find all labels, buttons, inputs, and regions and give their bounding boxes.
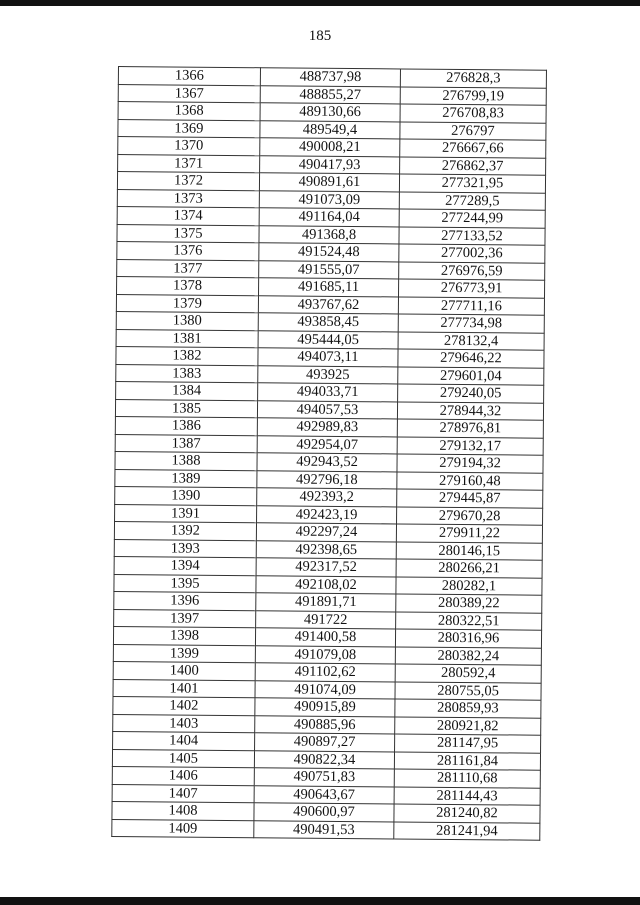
x-coordinate-cell: 490751,83 [254,768,394,787]
x-coordinate-cell: 490885,96 [255,715,395,734]
y-coordinate-cell: 280592,4 [395,664,541,683]
y-coordinate-cell: 277133,52 [399,226,545,245]
y-coordinate-cell: 276799,19 [400,86,546,105]
point-number-cell: 1378 [117,276,259,295]
point-number-cell: 1402 [113,696,255,715]
x-coordinate-cell: 492398,65 [256,540,396,559]
x-coordinate-cell: 492297,24 [256,523,396,542]
point-number-cell: 1395 [114,574,256,593]
x-coordinate-cell: 494057,53 [257,400,397,419]
x-coordinate-cell: 491685,11 [259,278,399,297]
x-coordinate-cell: 491079,08 [255,645,395,664]
y-coordinate-cell: 280389,22 [396,594,542,613]
point-number-cell: 1369 [118,119,260,138]
x-coordinate-cell: 491074,09 [255,680,395,699]
y-coordinate-cell: 280859,93 [395,699,541,718]
point-number-cell: 1381 [116,329,258,348]
y-coordinate-cell: 276862,37 [400,156,546,175]
y-coordinate-cell: 278132,4 [398,331,544,350]
point-number-cell: 1389 [115,469,257,488]
y-coordinate-cell: 277711,16 [398,296,544,315]
page-number: 185 [308,28,332,44]
point-number-cell: 1372 [117,172,259,191]
x-coordinate-cell: 490600,97 [254,803,394,822]
point-number-cell: 1377 [117,259,259,278]
x-coordinate-cell: 491555,07 [259,260,399,279]
point-number-cell: 1404 [113,731,255,750]
x-coordinate-cell: 491524,48 [259,243,399,262]
y-coordinate-cell: 279911,22 [396,524,542,543]
point-number-cell: 1407 [112,784,254,803]
point-number-cell: 1374 [117,206,259,225]
y-coordinate-cell: 277734,98 [398,314,544,333]
point-number-cell: 1390 [115,486,257,505]
x-coordinate-cell: 492423,19 [257,505,397,524]
point-number-cell: 1382 [116,346,258,365]
point-number-cell: 1370 [118,137,260,156]
point-number-cell: 1384 [116,381,258,400]
point-number-cell: 1398 [113,626,255,645]
y-coordinate-cell: 280921,82 [395,716,541,735]
point-number-cell: 1391 [115,504,257,523]
point-number-cell: 1409 [112,819,254,838]
x-coordinate-cell: 489130,66 [260,103,400,122]
x-coordinate-cell: 490643,67 [254,785,394,804]
point-number-cell: 1371 [118,154,260,173]
y-coordinate-cell: 281147,95 [395,734,541,753]
y-coordinate-cell: 280382,24 [395,646,541,665]
y-coordinate-cell: 279670,28 [397,506,543,525]
y-coordinate-cell: 280146,15 [396,541,542,560]
point-number-cell: 1403 [113,714,255,733]
x-coordinate-cell: 492317,52 [256,558,396,577]
x-coordinate-cell: 493858,45 [258,313,398,332]
table-row [112,819,540,840]
point-number-cell: 1380 [116,311,258,330]
x-coordinate-cell: 488737,98 [260,68,400,87]
x-coordinate-cell: 490822,34 [254,750,394,769]
x-coordinate-cell: 492393,2 [257,488,397,507]
point-number-cell: 1385 [115,399,257,418]
y-coordinate-cell: 277289,5 [399,191,545,210]
point-number-cell: 1392 [114,521,256,540]
x-coordinate-cell: 490897,27 [255,733,395,752]
point-number-cell: 1388 [115,451,257,470]
y-coordinate-cell: 278944,32 [397,401,543,420]
x-coordinate-cell: 490891,61 [259,173,399,192]
x-coordinate-cell: 492796,18 [257,470,397,489]
y-coordinate-cell: 279646,22 [398,349,544,368]
y-coordinate-cell: 281240,82 [394,804,540,823]
y-coordinate-cell: 276976,59 [399,261,545,280]
y-coordinate-cell: 280316,96 [395,629,541,648]
y-coordinate-cell: 281110,68 [394,769,540,788]
y-coordinate-cell: 279160,48 [397,471,543,490]
x-coordinate-cell: 490915,89 [255,698,395,717]
point-number-cell: 1397 [114,609,256,628]
x-coordinate-cell: 492989,83 [257,418,397,437]
x-coordinate-cell: 495444,05 [258,330,398,349]
point-number-cell: 1399 [113,644,255,663]
x-coordinate-cell: 491073,09 [259,190,399,209]
y-coordinate-cell: 276828,3 [400,69,546,88]
x-coordinate-cell: 494033,71 [258,383,398,402]
y-coordinate-cell: 280322,51 [396,611,542,630]
point-number-cell: 1401 [113,679,255,698]
x-coordinate-cell: 493925 [258,365,398,384]
x-coordinate-cell: 488855,27 [260,85,400,104]
point-number-cell: 1387 [115,434,257,453]
point-number-cell: 1368 [118,102,260,121]
y-coordinate-cell: 276797 [400,121,546,140]
y-coordinate-cell: 279132,17 [397,436,543,455]
point-number-cell: 1386 [115,416,257,435]
y-coordinate-cell: 279601,04 [398,366,544,385]
point-number-cell: 1366 [118,67,260,86]
x-coordinate-cell: 491722 [256,610,396,629]
y-coordinate-cell: 281161,84 [394,751,540,770]
point-number-cell: 1393 [114,539,256,558]
point-number-cell: 1367 [118,84,260,103]
table-body [112,67,547,841]
x-coordinate-cell: 493767,62 [258,295,398,314]
y-coordinate-cell: 277002,36 [399,244,545,263]
y-coordinate-cell: 276773,91 [398,279,544,298]
x-coordinate-cell: 490008,21 [260,138,400,157]
y-coordinate-cell: 280282,1 [396,576,542,595]
y-coordinate-cell: 279240,05 [398,384,544,403]
point-number-cell: 1394 [114,556,256,575]
point-number-cell: 1396 [114,591,256,610]
y-coordinate-cell: 279194,32 [397,454,543,473]
y-coordinate-cell: 277244,99 [399,209,545,228]
y-coordinate-cell: 281144,43 [394,786,540,805]
x-coordinate-cell: 492943,52 [257,453,397,472]
point-number-cell: 1406 [112,766,254,785]
x-coordinate-cell: 492108,02 [256,575,396,594]
y-coordinate-cell: 278976,81 [397,419,543,438]
x-coordinate-cell: 490417,93 [260,155,400,174]
x-coordinate-cell: 492954,07 [257,435,397,454]
y-coordinate-cell: 277321,95 [399,174,545,193]
top-border [0,0,640,6]
y-coordinate-cell: 276667,66 [400,139,546,158]
x-coordinate-cell: 494073,11 [258,348,398,367]
point-number-cell: 1375 [117,224,259,243]
point-number-cell: 1373 [117,189,259,208]
x-coordinate-cell: 491400,58 [255,628,395,647]
x-coordinate-cell: 491164,04 [259,208,399,227]
x-coordinate-cell: 490491,53 [254,820,394,839]
point-number-cell: 1408 [112,801,254,820]
y-coordinate-cell: 276708,83 [400,104,546,123]
x-coordinate-cell: 491102,62 [255,663,395,682]
y-coordinate-cell: 281241,94 [394,821,540,840]
point-number-cell: 1405 [112,749,254,768]
y-coordinate-cell: 280755,05 [395,681,541,700]
x-coordinate-cell: 489549,4 [260,120,400,139]
point-number-cell: 1379 [116,294,258,313]
x-coordinate-cell: 491891,71 [256,593,396,612]
coordinates-table [111,66,547,841]
point-number-cell: 1383 [116,364,258,383]
bottom-border [0,897,640,905]
point-number-cell: 1400 [113,661,255,680]
y-coordinate-cell: 280266,21 [396,559,542,578]
point-number-cell: 1376 [117,241,259,260]
x-coordinate-cell: 491368,8 [259,225,399,244]
y-coordinate-cell: 279445,87 [397,489,543,508]
